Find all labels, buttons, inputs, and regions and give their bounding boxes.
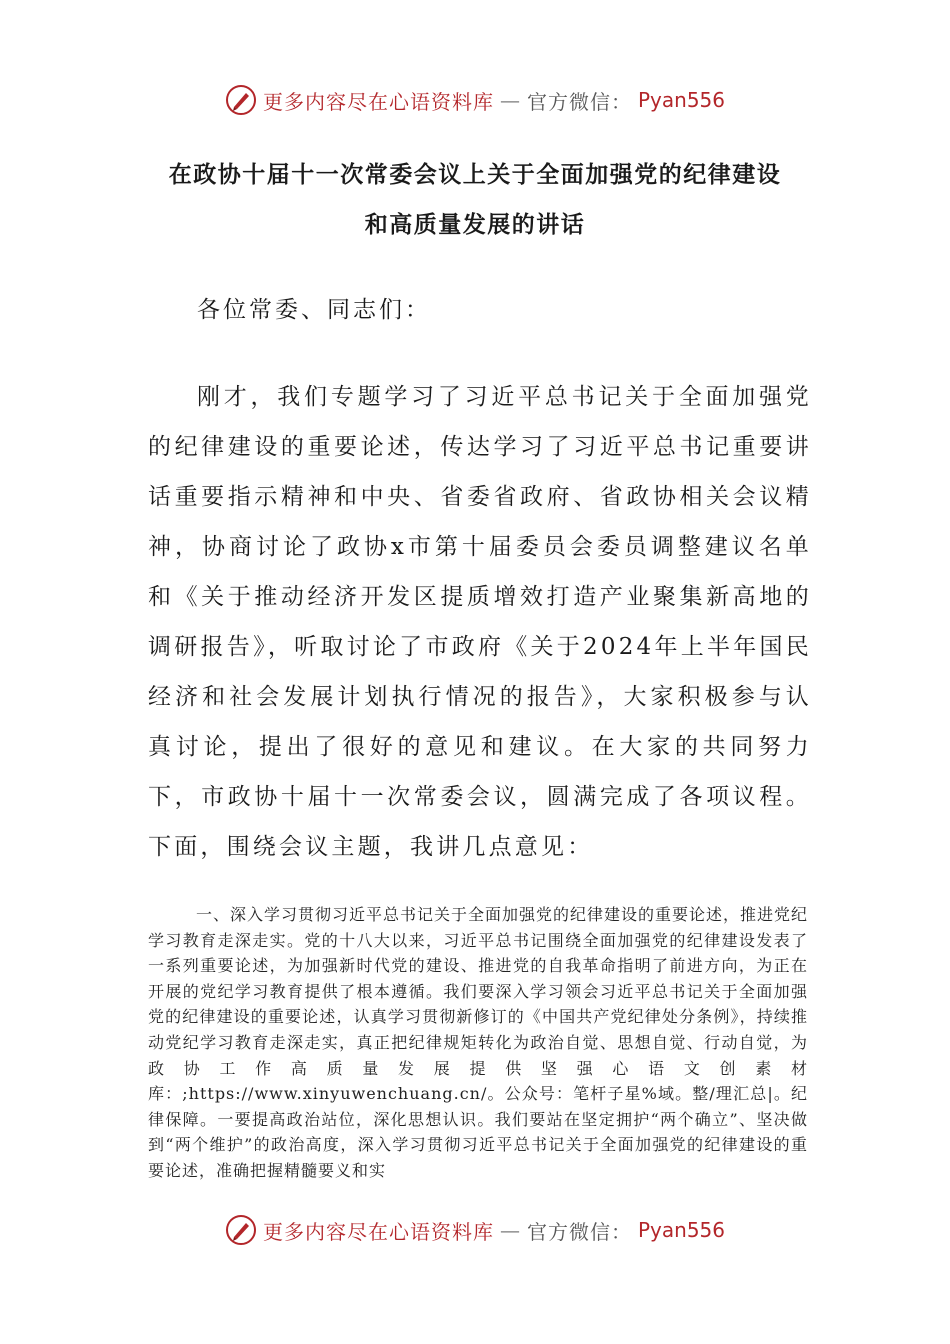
banner-wechat-label: 官方微信：: [526, 89, 632, 114]
document-title-line-1: 在政协十届十一次常委会议上关于全面加强党的纪律建设: [168, 162, 782, 188]
header-banner: [0, 84, 950, 116]
pen-logo-icon: [225, 84, 257, 116]
banner-wechat-label: 官方微信：: [526, 1219, 632, 1244]
banner-separator: —: [499, 88, 521, 112]
banner-wechat-id: Pyan556: [637, 88, 725, 112]
banner-text: 更多内容尽在心语资料库: [262, 1219, 494, 1244]
banner-separator: —: [499, 1218, 521, 1242]
paragraph-opening: 刚才，我们专题学习了习近平总书记关于全面加强党的纪律建设的重要论述，传达学习了习近平总书记重要讲话重要指示精神和中央、省委省政府、省政协相关会议精神，协商讨论了政协x市第十届委员会委员调整建议名单和《关于推动经济开发区提质增效打造产业聚集新高地的调研报告》，听取讨论了市政府《关于2024年上半年国民经济和社会发展计划执行情况的报告》，大家积极参与认真讨论，提出了很好的意见和建议。在大家的共同努力下，市政协十届十一次常委会议，圆满完成了各项议程。下面，围绕会议主题，我讲几点意见：: [148, 384, 812, 860]
greeting: 各位常委、同志们：: [197, 297, 431, 323]
paragraph-section-one: 一、深入学习贯彻习近平总书记关于全面加强党的纪律建设的重要论述，推进党纪学习教育走深走实。党的十八大以来，习近平总书记围绕全面加强党的纪律建设发表了一系列重要论述，为加强新时代党的建设、推进党的自我革命指明了前进方向，为正在开展的党纪学习教育提供了根本遵循。我们要深入学习领会习近平总书记关于全面加强党的纪律建设的重要论述，认真学习贯彻新修订的《中国共产党纪律处分条例》，持续推动党纪学习教育走深走实，真正把纪律规矩转化为政治自觉、思想自觉、行动自觉，为政协工作高质量发展提供坚强心语文创素材库：;https://www.xinyuwenchuang.cn/。公众号：笔杆子星%域。整/理汇总|。纪律保障。一要提高政治站位，深化思想认识。我们要站在坚定拥护“两个确立”、坚决做到“两个维护”的政治高度，深入学习贯彻习近平总书记关于全面加强党的纪律建设的重要论述，准确把握精髓要义和实: [148, 905, 809, 1180]
document-title-line-2: 和高质量发展的讲话: [364, 212, 586, 238]
banner-text: 更多内容尽在心语资料库: [262, 89, 494, 114]
pen-logo-icon: [225, 1214, 257, 1246]
footer-banner: [0, 1214, 950, 1246]
banner-wechat-id: Pyan556: [637, 1218, 725, 1242]
